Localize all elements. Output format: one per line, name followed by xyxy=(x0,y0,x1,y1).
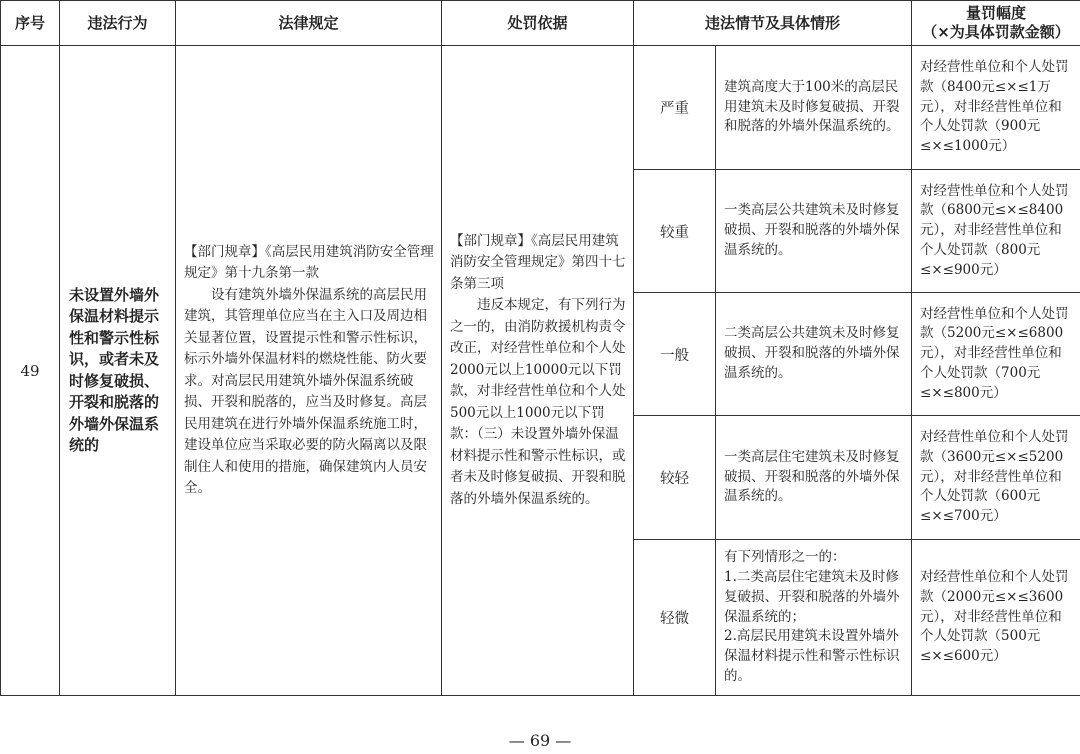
severity-label: 一般 xyxy=(634,293,716,416)
header-fine-subtitle: （×为具体罚款金额） xyxy=(922,23,1070,41)
fine-range-text: 对经营性单位和个人处罚款（5200元≤×≤6800元），对非经营性单位和个人处罚款（700元≤×≤800元） xyxy=(912,293,1080,416)
header-fine-range xyxy=(912,1,1080,46)
severity-label: 较重 xyxy=(634,170,716,293)
penalty-basis-body: 违反本规定，有下列行为之一的，由消防救援机构责令改正，对经营性单位和个人处2000元以上10000元以下罚款，对非经营性单位和个人处500元以上1000元以下罚款：（三）未设置外墙外保温材料提示性和警示性标识，或者未及时修复破损、开裂和脱落的外墙外保温系统的。 xyxy=(450,297,626,507)
header-seq: 序号 xyxy=(1,1,60,46)
circumstance-line: 有下列情形之一的： xyxy=(724,549,846,566)
penalty-basis xyxy=(442,46,634,696)
table-row xyxy=(1,46,1080,170)
legal-provision xyxy=(176,46,442,696)
severity-label: 轻微 xyxy=(634,540,716,696)
header-row xyxy=(1,1,1080,46)
header-violation: 违法行为 xyxy=(60,1,176,46)
header-fine-title: 量罚幅度 xyxy=(966,4,1027,22)
severity-label: 较轻 xyxy=(634,416,716,540)
page-number: — 69 — xyxy=(508,731,572,750)
header-circumstances: 违法情节及具体情形 xyxy=(634,1,912,46)
header-legal-provision: 法律规定 xyxy=(176,1,442,46)
fine-range-text: 对经营性单位和个人处罚款（6800元≤×≤8400元），对非经营性单位和个人处罚款（800元≤×≤900元） xyxy=(912,170,1080,293)
circumstance-text: 建筑高度大于100米的高层民用建筑未及时修复破损、开裂和脱落的外墙外保温系统的。 xyxy=(716,46,912,170)
circumstance-text: 一类高层住宅建筑未及时修复破损、开裂和脱落的外墙外保温系统的。 xyxy=(716,416,912,540)
severity-label: 严重 xyxy=(634,46,716,170)
penalty-basis-title: 【部门规章】《高层民用建筑消防安全管理规定》第四十七条第三项 xyxy=(450,232,626,292)
legal-provision-title: 【部门规章】《高层民用建筑消防安全管理规定》第十九条第一款 xyxy=(184,243,434,281)
circumstance-line: 1.二类高层住宅建筑未及时修复破损、开裂和脱落的外墙外保温系统的； xyxy=(724,569,900,625)
row-seq: 49 xyxy=(1,46,60,696)
fine-range-text: 对经营性单位和个人处罚款（3600元≤×≤5200元），对非经营性单位和个人处罚款（600元≤×≤700元） xyxy=(912,416,1080,540)
circumstance-line: 2.高层民用建筑未设置外墙外保温材料提示性和警示性标识的。 xyxy=(724,628,900,684)
circumstance-text: 二类高层公共建筑未及时修复破损、开裂和脱落的外墙外保温系统的。 xyxy=(716,293,912,416)
fine-range-text: 对经营性单位和个人处罚款（8400元≤×≤1万元），对非经营性单位和个人处罚款（900元≤×≤1000元） xyxy=(912,46,1080,170)
header-penalty-basis: 处罚依据 xyxy=(442,1,634,46)
legal-provision-body: 设有建筑外墙外保温系统的高层民用建筑，其管理单位应当在主入口及周边相关显著位置，设置提示性和警示性标识，标示外墙外保温材料的燃烧性能、防火要求。对高层民用建筑外墙外保温系统破损、开裂和脱落的，应当及时修复。高层民用建筑在进行外墙外保温系统施工时，建设单位应当采取必要的防火隔离以及限制住人和使用的措施，确保建筑内人员安全。 xyxy=(184,286,427,496)
circumstance-list xyxy=(716,540,912,696)
fine-range-text: 对经营性单位和个人处罚款（2000元≤×≤3600元），对非经营性单位和个人处罚款（500元≤×≤600元） xyxy=(912,540,1080,696)
circumstance-text: 一类高层公共建筑未及时修复破损、开裂和脱落的外墙外保温系统的。 xyxy=(716,170,912,293)
violation-text: 未设置外墙外保温材料提示性和警示性标识，或者未及时修复破损、开裂和脱落的外墙外保温系统的 xyxy=(60,46,176,696)
